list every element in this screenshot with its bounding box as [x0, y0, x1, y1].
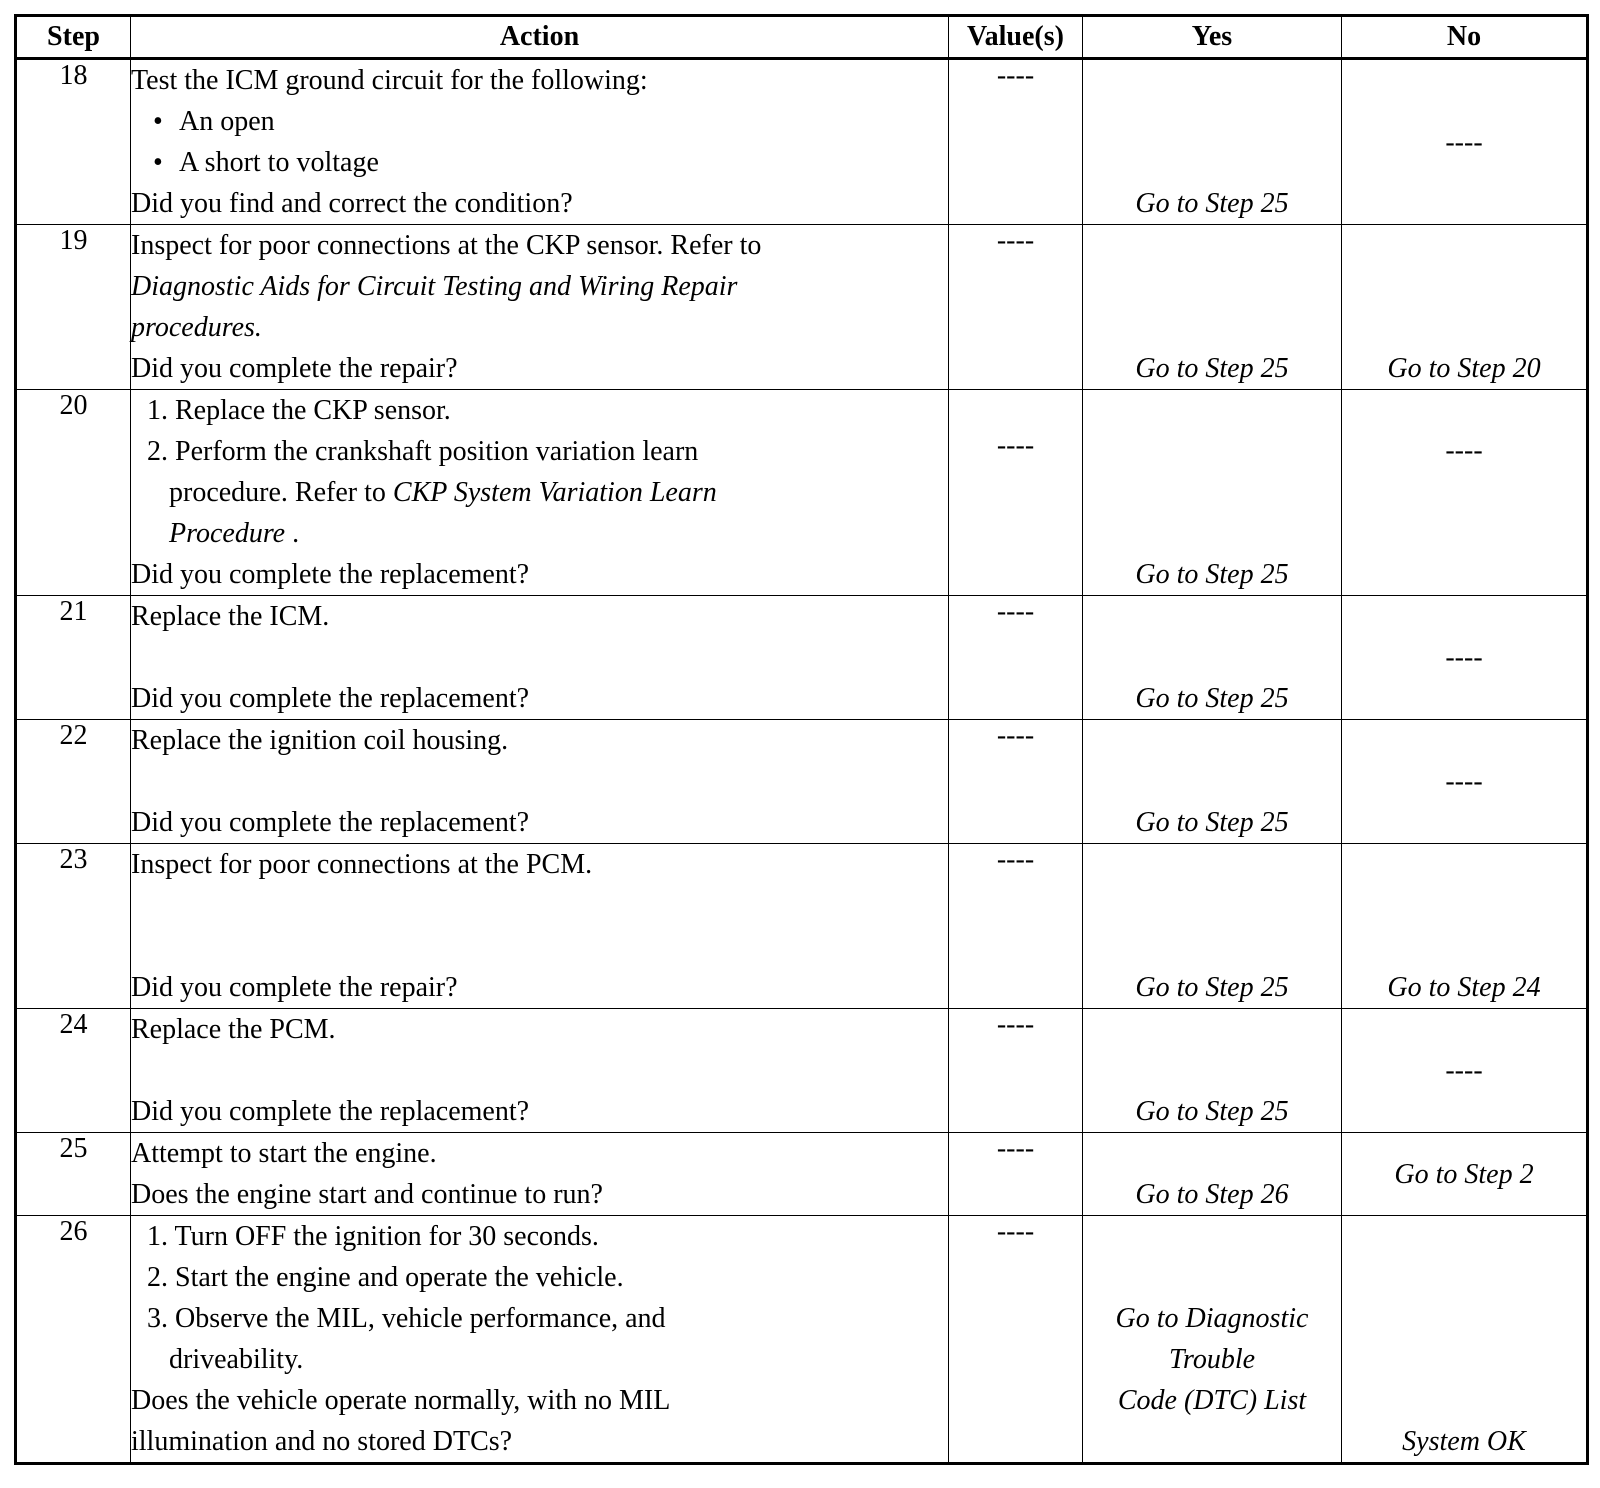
table-row [16, 225, 1588, 390]
no-cell: ---- [1342, 596, 1588, 720]
step-number: 18 [16, 59, 131, 225]
header-yes: Yes [1083, 16, 1342, 59]
table-row [16, 1009, 1588, 1133]
table-row [16, 390, 1588, 596]
yes-cell: Go to Step 25 [1083, 225, 1342, 390]
value-cell: ---- [949, 720, 1083, 844]
table-row [16, 59, 1588, 225]
header-row [16, 16, 1588, 59]
action-cell [131, 1009, 949, 1133]
table-row [16, 1133, 1588, 1216]
no-cell: Go to Step 20 [1342, 225, 1588, 390]
no-cell: Go to Step 24 [1342, 844, 1588, 1009]
no-cell: ---- [1342, 1009, 1588, 1133]
action-cell [131, 596, 949, 720]
yes-link-line: Go to Diagnostic [1115, 1303, 1309, 1334]
diagnostic-table [14, 14, 1589, 1465]
no-cell: ---- [1342, 390, 1588, 596]
no-cell: ---- [1342, 720, 1588, 844]
action-cell [131, 844, 949, 1009]
step-number: 22 [16, 720, 131, 844]
value-cell: ---- [949, 1216, 1083, 1464]
action-reference: Procedure [169, 518, 286, 549]
action-step: 1. Turn OFF the ignition for 30 seconds. [147, 1221, 599, 1252]
value-cell: ---- [949, 1009, 1083, 1133]
step-number: 24 [16, 1009, 131, 1133]
no-cell: Go to Step 2 [1342, 1133, 1588, 1216]
action-cell [131, 720, 949, 844]
action-text: Inspect for poor connections at the CKP sensor. Refer to [131, 230, 762, 261]
action-bullet: • An open [131, 101, 948, 142]
yes-cell: Go to Step 25 [1083, 390, 1342, 596]
value-cell: ---- [949, 59, 1083, 225]
action-text: Replace the PCM. [131, 1014, 336, 1045]
header-step: Step [16, 16, 131, 59]
action-question: Does the vehicle operate normally, with no MIL [131, 1385, 671, 1416]
yes-cell: Go to Step 25 [1083, 596, 1342, 720]
action-text: procedure. Refer to [169, 477, 386, 508]
step-number: 26 [16, 1216, 131, 1464]
header-no: No [1342, 16, 1588, 59]
table-row [16, 844, 1588, 1009]
yes-link-line: Code (DTC) List [1117, 1385, 1307, 1416]
value-cell: ---- [949, 1133, 1083, 1216]
value-cell: ---- [949, 390, 1083, 596]
no-cell: System OK [1342, 1216, 1588, 1464]
table-row [16, 720, 1588, 844]
value-cell: ---- [949, 596, 1083, 720]
action-step-continued: driveability. [169, 1344, 304, 1375]
step-number: 21 [16, 596, 131, 720]
action-step-continued [131, 472, 948, 513]
table-row [16, 596, 1588, 720]
action-bullet: • A short to voltage [131, 142, 948, 183]
yes-cell: Go to Step 26 [1083, 1133, 1342, 1216]
action-text: Attempt to start the engine. [131, 1138, 437, 1169]
action-step: 2. Start the engine and operate the vehicle. [147, 1262, 624, 1293]
action-question: Did you complete the replacement? [131, 683, 530, 714]
action-question: Did you complete the repair? [131, 972, 458, 1003]
action-reference: Diagnostic Aids for Circuit Testing and Wiring Repair [131, 271, 738, 302]
action-step: 2. Perform the crankshaft position variation learn [147, 436, 699, 467]
step-number: 19 [16, 225, 131, 390]
step-number: 23 [16, 844, 131, 1009]
action-cell [131, 59, 949, 225]
action-step: 1. Replace the CKP sensor. [147, 395, 451, 426]
action-text: . [292, 518, 300, 549]
step-number: 20 [16, 390, 131, 596]
action-cell [131, 1216, 949, 1464]
header-action: Action [131, 16, 949, 59]
yes-cell: Go to Step 25 [1083, 720, 1342, 844]
value-cell: ---- [949, 844, 1083, 1009]
action-question: Did you complete the repair? [131, 353, 458, 384]
step-number: 25 [16, 1133, 131, 1216]
action-cell [131, 390, 949, 596]
header-values: Value(s) [949, 16, 1083, 59]
action-cell [131, 225, 949, 390]
action-question: Did you complete the replacement? [131, 1096, 530, 1127]
action-question: Does the engine start and continue to run? [131, 1179, 603, 1210]
action-cell [131, 1133, 949, 1216]
yes-cell: Go to Step 25 [1083, 59, 1342, 225]
action-question: Did you complete the replacement? [131, 559, 530, 590]
action-reference: CKP System Variation Learn [392, 477, 717, 508]
action-step: 3. Observe the MIL, vehicle performance, and [147, 1303, 666, 1334]
action-question: Did you complete the replacement? [131, 807, 530, 838]
action-text: Inspect for poor connections at the PCM. [131, 849, 593, 880]
value-cell: ---- [949, 225, 1083, 390]
yes-link-line: Trouble [1168, 1344, 1256, 1375]
yes-cell: Go to Step 25 [1083, 1009, 1342, 1133]
action-text: Replace the ignition coil housing. [131, 725, 509, 756]
action-step-continued [131, 513, 948, 554]
table-row [16, 1216, 1588, 1464]
yes-cell: Go to Step 25 [1083, 844, 1342, 1009]
action-question: Did you find and correct the condition? [131, 188, 573, 219]
no-cell: ---- [1342, 59, 1588, 225]
action-reference: procedures. [131, 312, 262, 343]
action-text: Test the ICM ground circuit for the following: [131, 65, 648, 96]
action-question: illumination and no stored DTCs? [131, 1426, 513, 1457]
yes-cell [1083, 1216, 1342, 1464]
action-text: Replace the ICM. [131, 601, 330, 632]
